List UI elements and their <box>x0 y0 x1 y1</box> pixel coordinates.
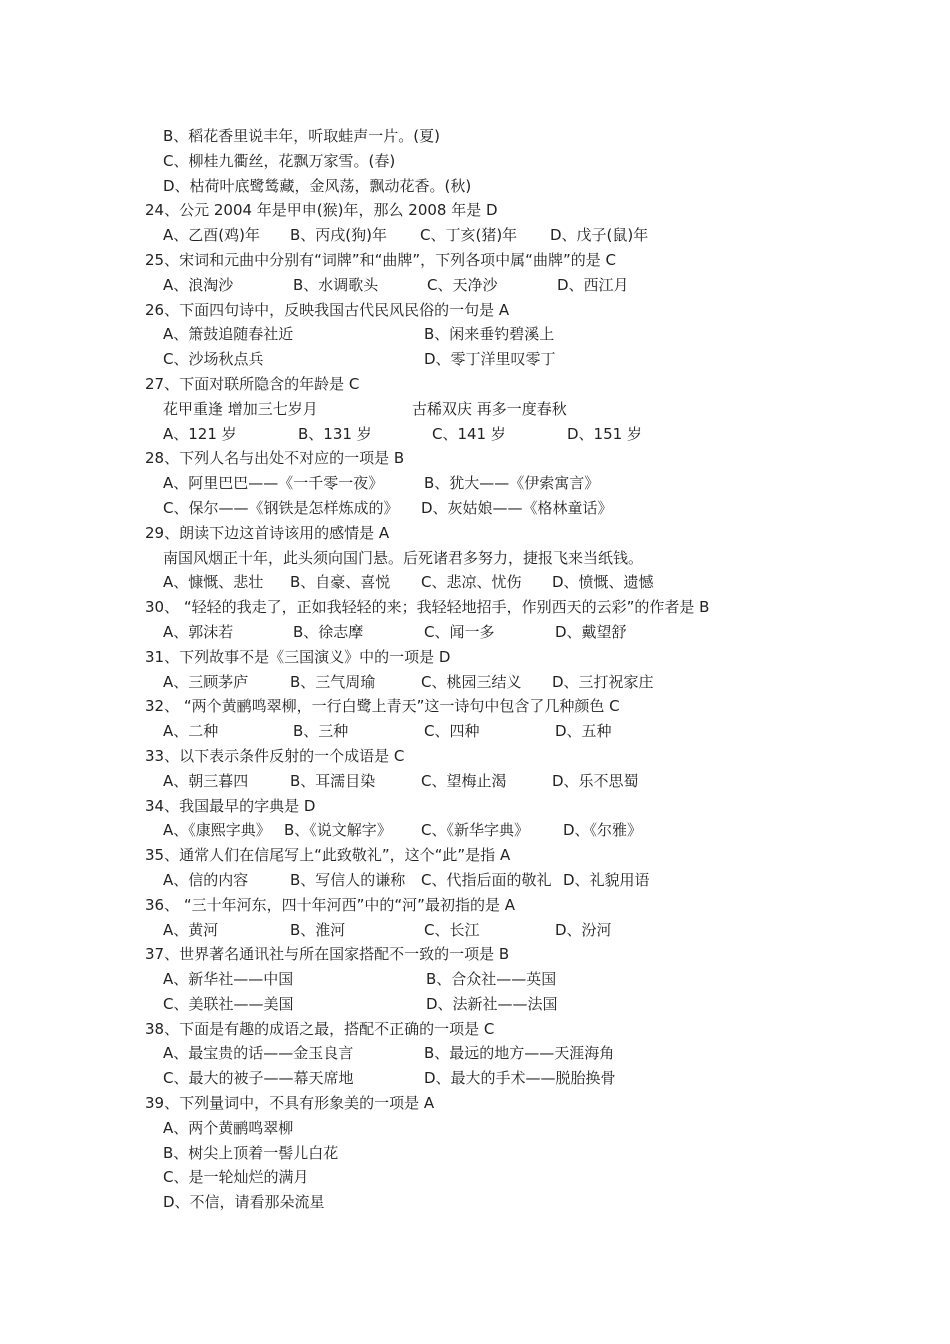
option-row <box>145 769 905 794</box>
option-item: C、闻一多 <box>424 622 495 641</box>
option-row <box>145 347 905 372</box>
option-item: B、徐志摩 <box>293 622 364 641</box>
question-list <box>145 124 905 1215</box>
option-item: B、耳濡目染 <box>290 771 376 790</box>
option-item: B、《说文解字》 <box>284 821 392 840</box>
text-line: D、枯荷叶底鹭鸶藏，金风荡，飘动花香。(秋) <box>163 176 472 195</box>
text-line: 25、宋词和元曲中分别有“词牌”和“曲牌”，下列各项中属“曲牌”的是 C <box>145 250 616 269</box>
option-item: B、写信人的谦称 <box>290 870 406 889</box>
option-row <box>145 918 905 943</box>
option-item: B、131 岁 <box>298 424 372 443</box>
option-item: D、戴望舒 <box>555 622 627 641</box>
option-item: D、汾河 <box>555 920 612 939</box>
option-item: B、犹大——《伊索寓言》 <box>424 474 600 493</box>
option-item: D、西江月 <box>557 275 629 294</box>
option-item: B、闲来垂钓碧溪上 <box>424 325 555 344</box>
option-row <box>145 719 905 744</box>
option-item: C、最大的被子——幕天席地 <box>163 1069 354 1088</box>
text-line: 36、 “三十年河东，四十年河西”中的“河”最初指的是 A <box>145 895 515 914</box>
option-row <box>145 471 905 496</box>
text-line: 南国风烟正十年，此头须向国门悬。后死诸君多努力，捷报飞来当纸钱。 <box>163 548 644 567</box>
option-item: C、《新华字典》 <box>421 821 529 840</box>
option-item: B、自豪、喜悦 <box>290 573 391 592</box>
option-row <box>145 397 905 422</box>
option-item: D、礼貌用语 <box>563 870 650 889</box>
option-row <box>145 1041 905 1066</box>
option-item: C、141 岁 <box>432 424 506 443</box>
option-item: C、丁亥(猪)年 <box>420 226 518 245</box>
text-line: 31、下列故事不是《三国演义》中的一项是 D <box>145 647 451 666</box>
option-row <box>145 273 905 298</box>
option-item: A、《康熙字典》 <box>163 821 271 840</box>
option-item: 花甲重逢 增加三七岁月 <box>163 399 318 418</box>
text-line: C、是一轮灿烂的满月 <box>163 1168 309 1187</box>
option-row <box>145 670 905 695</box>
option-item: A、乙酉(鸡)年 <box>163 226 260 245</box>
text-line: 37、世界著名通讯社与所在国家搭配不一致的一项是 B <box>145 945 510 964</box>
option-item: B、水调歌头 <box>293 275 379 294</box>
option-row <box>145 322 905 347</box>
option-item: B、丙戌(狗)年 <box>290 226 387 245</box>
option-item: D、最大的手术——脱胎换骨 <box>424 1069 616 1088</box>
option-row <box>145 223 905 248</box>
option-item: B、合众社——英国 <box>426 970 557 989</box>
option-row <box>145 868 905 893</box>
option-row <box>145 992 905 1017</box>
option-item: B、三气周瑜 <box>290 672 376 691</box>
option-item: D、五种 <box>555 722 612 741</box>
text-line: C、柳桂九衢丝，花飘万家雪。(春) <box>163 151 396 170</box>
option-item: A、慷慨、悲壮 <box>163 573 264 592</box>
option-item: D、151 岁 <box>567 424 642 443</box>
option-item: C、保尔——《钢铁是怎样炼成的》 <box>163 498 399 517</box>
option-item: D、零丁洋里叹零丁 <box>424 350 556 369</box>
text-line: B、稻花香里说丰年，听取蛙声一片。(夏) <box>163 127 440 145</box>
option-row <box>145 570 905 595</box>
text-line: 38、下面是有趣的成语之最，搭配不正确的一项是 C <box>145 1019 495 1038</box>
option-item: D、《尔雅》 <box>563 821 643 840</box>
option-item: A、新华社——中国 <box>163 970 294 989</box>
option-item: C、天净沙 <box>427 275 498 294</box>
option-item: A、黄河 <box>163 920 219 939</box>
option-item: A、最宝贵的话——金玉良言 <box>163 1044 354 1063</box>
option-item: C、四种 <box>424 722 480 741</box>
text-line: 29、朗读下边这首诗该用的感情是 A <box>145 523 390 542</box>
text-line: 39、下列量词中，不具有形象美的一项是 A <box>145 1094 435 1113</box>
text-line: 33、以下表示条件反射的一个成语是 C <box>145 746 405 765</box>
option-item: A、121 岁 <box>163 424 237 443</box>
option-item: D、愤慨、遗憾 <box>552 573 654 592</box>
option-row <box>145 967 905 992</box>
option-item: C、长江 <box>424 920 480 939</box>
option-row <box>145 496 905 521</box>
text-line: B、树尖上顶着一髻儿白花 <box>163 1143 339 1162</box>
option-item: D、法新社——法国 <box>426 994 558 1013</box>
option-item: A、阿里巴巴——《一千零一夜》 <box>163 474 384 493</box>
option-item: C、沙场秋点兵 <box>163 350 264 369</box>
option-item: D、灰姑娘——《格林童话》 <box>421 498 613 517</box>
option-item: B、三种 <box>293 722 349 741</box>
option-item: A、信的内容 <box>163 870 249 889</box>
option-item: D、戊子(鼠)年 <box>550 226 649 245</box>
text-line: D、不信，请看那朵流星 <box>163 1193 325 1212</box>
option-item: A、箫鼓追随春社近 <box>163 325 294 344</box>
option-item: D、乐不思蜀 <box>552 771 639 790</box>
text-line: 26、下面四句诗中，反映我国古代民风民俗的一句是 A <box>145 300 510 319</box>
text-line: 28、下列人名与出处不对应的一项是 B <box>145 449 405 468</box>
option-item: C、悲凉、忧伤 <box>421 573 522 592</box>
option-row <box>145 422 905 447</box>
option-item: A、郭沫若 <box>163 622 234 641</box>
text-line: 35、通常人们在信尾写上“此致敬礼”，这个“此”是指 A <box>145 846 511 865</box>
text-line: 32、 “两个黄鹂鸣翠柳，一行白鹭上青天”这一诗句中包含了几种颜色 C <box>145 697 620 716</box>
option-item: 古稀双庆 再多一度春秋 <box>412 399 567 418</box>
text-line: 30、 “轻轻的我走了，正如我轻轻的来；我轻轻地招手，作别西天的云彩”的作者是 B <box>145 598 710 617</box>
text-line: 34、我国最早的字典是 D <box>145 796 316 815</box>
option-row <box>145 818 905 843</box>
text-line: 24、公元 2004 年是甲申(猴)年，那么 2008 年是 D <box>145 201 498 220</box>
option-item: A、二种 <box>163 722 219 741</box>
option-item: C、代指后面的敬礼 <box>421 870 552 889</box>
option-item: B、淮河 <box>290 920 346 939</box>
option-item: C、望梅止渴 <box>421 771 507 790</box>
option-item: A、浪淘沙 <box>163 275 234 294</box>
text-line: A、两个黄鹂鸣翠柳 <box>163 1118 294 1137</box>
option-item: A、朝三暮四 <box>163 771 249 790</box>
option-item: B、最远的地方——天涯海角 <box>424 1044 615 1063</box>
option-row <box>145 620 905 645</box>
text-line: 27、下面对联所隐含的年龄是 C <box>145 374 360 393</box>
option-item: C、美联社——美国 <box>163 994 294 1013</box>
option-row <box>145 1066 905 1091</box>
option-item: A、三顾茅庐 <box>163 672 249 691</box>
option-item: C、桃园三结义 <box>421 672 522 691</box>
option-item: D、三打祝家庄 <box>552 672 654 691</box>
